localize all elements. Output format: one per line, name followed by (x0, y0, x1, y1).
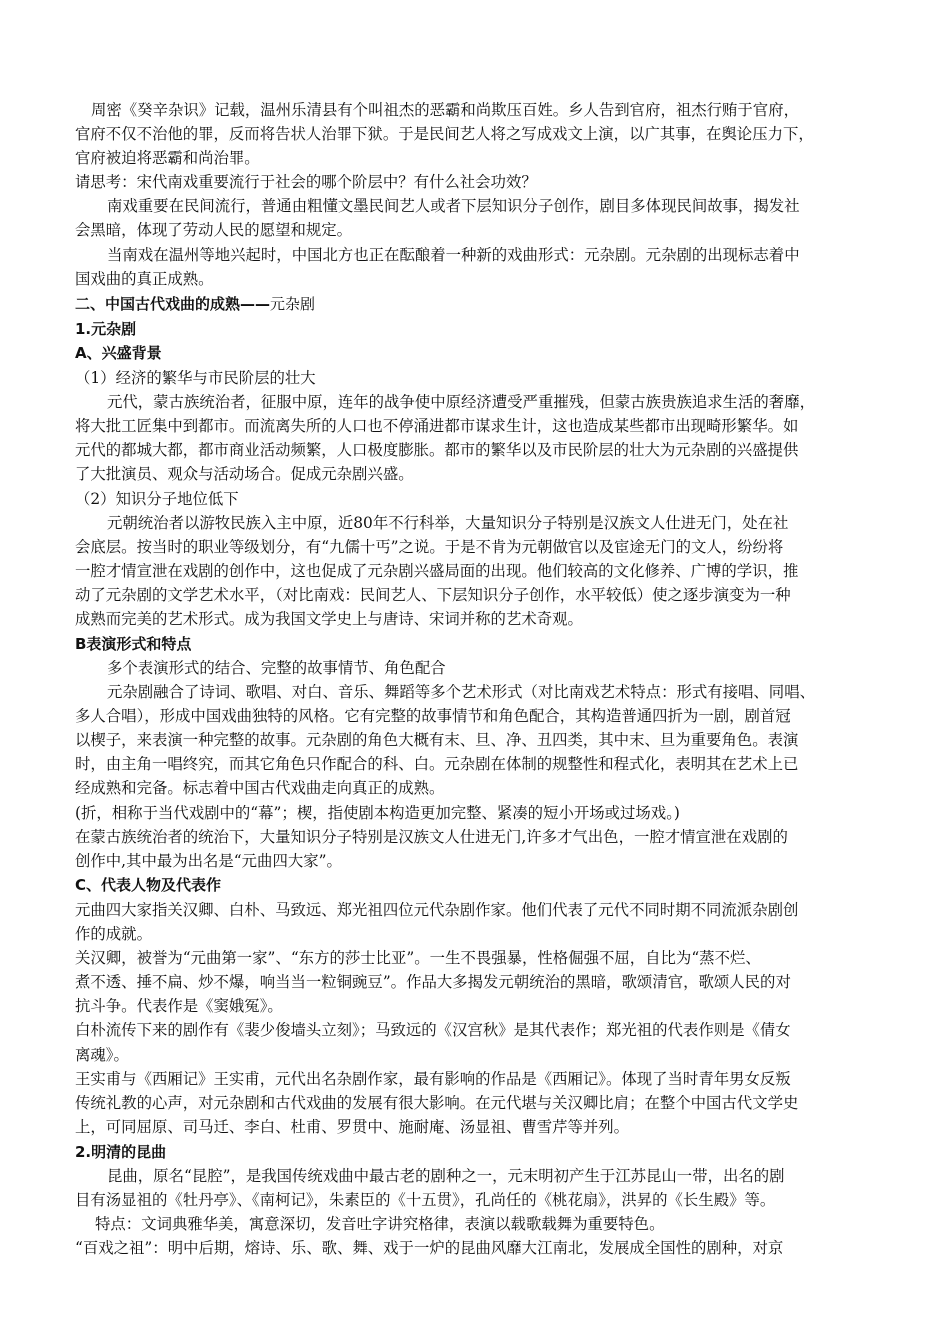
para-four-masters-line-2: 创作中,其中最为出名是“元曲四大家”。 (75, 852, 342, 870)
para-wang-line-1: 王实甫与《西厢记》王实甫，元代出名杂剧作家，最有影响的作品是《西厢记》。体现了当时青年男女反叛 (75, 1070, 791, 1088)
subsection-heading-1: 1.元杂剧 (75, 320, 137, 338)
para-guan-line-2: 煮不透、捶不扁、炒不爆，响当当一粒铜豌豆”。作品大多揭发元朝统治的黑暗，歌颂清官，歌颂人民的对 (75, 973, 791, 991)
para-form-line-1: 元杂剧融合了诗词、歌唱、对白、音乐、舞蹈等多个艺术形式（对比南戏艺术特点：形式有接唱、同唱、 (107, 683, 815, 701)
para-economy-line-3: 元代的都城大都，都市商业活动频繁，人口极度膨胀。都市的繁华以及市民阶层的壮大为元杂剧的兴盛提供 (75, 441, 799, 459)
para-baixi-line-1: “百戏之祖”：明中后期，熔诗、乐、歌、舞、戏于一炉的昆曲风靡大江南北，发展成全国性的剧种，对京 (75, 1239, 784, 1257)
para-scholars-line-1: 元朝统治者以游牧民族入主中原，近80年不行科举，大量知识分子特别是汉族文人仕进无门，处在社 (107, 514, 789, 532)
para-zhoumi-line-3: 官府被迫将恶霸和尚治罪。 (75, 149, 260, 167)
para-form-line-5: 经成熟和完备。标志着中国古代戏曲走向真正的成熟。 (75, 779, 445, 797)
para-wang-line-3: 上，可同屈原、司马迁、李白、杜甫、罗贯中、施耐庵、汤显祖、曹雪芹等并列。 (75, 1118, 630, 1136)
para-wang-line-2: 传统礼教的心声，对元杂剧和古代戏曲的发展有很大影响。在元代堪与关汉卿比肩；在整个中国古代文学史 (75, 1094, 799, 1112)
para-economy-line-1: 元代，蒙古族统治者，征服中原，连年的战争使中原经济遭受严重摧残，但蒙古族贵族追求生活的奢靡， (107, 393, 815, 411)
para-scholars-line-2: 会底层。按当时的职业等级划分，有“九儒十丐”之说。于是不肯为元朝做官以及宦途无门的文人，纷纷将 (75, 538, 784, 556)
para-four-great-line-1: 元曲四大家指关汉卿、白朴、马致远、郑光祖四位元代杂剧作家。他们代表了元代不同时期不同流派杂剧创 (75, 901, 799, 919)
para-form-line-4: 时，由主角一唱终究，而其它角色只作配合的科、白。元杂剧在体制的规整性和程式化，表明其在艺术上已 (75, 755, 799, 773)
para-economy-line-2: 将大批工匠集中到都市。而流离失所的人口也不停涌进都市谋求生计，这也造成某些都市出现畸形繁华。如 (75, 417, 799, 435)
para-nanxi-line-2: 会黑暗，体现了劳动人民的愿望和规定。 (75, 221, 353, 239)
para-four-masters-line-1: 在蒙古族统治者的统治下，大量知识分子特别是汉族文人仕进无门,许多才气出色，一腔才情宣泄在戏剧的 (75, 828, 788, 846)
para-form-line-3: 以楔子，来表演一种完整的故事。元杂剧的角色大概有末、旦、净、丑四类，其中末、旦为重要角色。表演 (75, 731, 799, 749)
item-2-heading: （2）知识分子地位低下 (75, 490, 239, 508)
para-form-summary: 多个表演形式的结合、完整的故事情节、角色配合 (107, 659, 446, 677)
para-bai-ma-zheng-line-1: 白朴流传下来的剧作有《裴少俊墙头立刻》；马致远的《汉宫秋》是其代表作；郑光祖的代表作则是《倩女 (75, 1021, 791, 1039)
para-guan-line-1: 关汉卿，被誉为“元曲第一家”、“东方的莎士比亚”。一生不畏强暴，性格倔强不屈，自比为“蒸不烂、 (75, 949, 761, 967)
para-zhoumi-line-1: 周密《癸辛杂识》记载，温州乐清县有个叫祖杰的恶霸和尚欺压百姓。乡人告到官府，祖杰行贿于官府， (91, 101, 799, 119)
heading-c-figures: C、代表人物及代表作 (75, 876, 222, 894)
section-heading-2-bold: 二、中国古代戏曲的成熟—— (75, 295, 271, 313)
para-kunqu-line-2: 目有汤显祖的《牡丹亭》、《南柯记》，朱素臣的《十五贯》，孔尚任的《桃花扇》，洪昇的《长生殿》等。 (75, 1191, 776, 1209)
para-economy-line-4: 了大批演员、观众与活动场合。促成元杂剧兴盛。 (75, 465, 414, 483)
section-heading-2-rest: 元杂剧 (270, 295, 316, 313)
subsection-heading-2: 2.明清的昆曲 (75, 1143, 167, 1161)
para-kunqu-line-1: 昆曲，原名“昆腔”，是我国传统戏曲中最古老的剧种之一，元末明初产生于江苏昆山一带，出名的剧 (107, 1167, 785, 1185)
heading-a-background: A、兴盛背景 (75, 344, 162, 362)
para-scholars-line-5: 成熟而完美的艺术形式。成为我国文学史上与唐诗、宋词并称的艺术奇观。 (75, 610, 583, 628)
para-guan-line-3: 抗斗争。代表作是《窦娥冤》。 (75, 997, 283, 1015)
section-heading-2 (75, 292, 315, 316)
para-nanxi-line-1: 南戏重要在民间流行，普通由粗懂文墨民间艺人或者下层知识分子创作，剧目多体现民间故事，揭发社 (107, 197, 800, 215)
para-form-line-2: 多人合唱），形成中国戏曲独特的风格。它有完整的故事情节和角色配合，其构造普通四折为一剧，剧首冠 (75, 707, 791, 725)
para-bai-ma-zheng-line-2: 离魂》。 (75, 1046, 129, 1064)
question-line: 请思考：宋代南戏重要流行于社会的哪个阶层中？有什么社会功效？ (75, 173, 537, 191)
para-north-line-2: 国戏曲的真正成熟。 (75, 270, 214, 288)
heading-b-form: B表演形式和特点 (75, 635, 192, 653)
para-north-line-1: 当南戏在温州等地兴起时，中国北方也正在酝酿着一种新的戏曲形式：元杂剧。元杂剧的出现标志着中 (107, 246, 800, 264)
item-1-heading: （1）经济的繁华与市民阶层的壮大 (75, 369, 316, 387)
para-scholars-line-3: 一腔才情宣泄在戏剧的创作中，这也促成了元杂剧兴盛局面的出现。他们较高的文化修养、广博的学识，推 (75, 562, 799, 580)
para-kunqu-features: 特点：文词典雅华美，寓意深切，发音吐字讲究格律，表演以载歌载舞为重要特色。 (95, 1215, 665, 1233)
para-scholars-line-4: 动了元杂剧的文学艺术水平，（对比南戏：民间艺人、下层知识分子创作，水平较低）使之逐步演变为一种 (75, 586, 791, 604)
note-zhe-xie: (折，相称于当代戏剧中的“幕”；楔，指使剧本构造更加完整、紧凑的短小开场或过场戏。) (75, 804, 680, 822)
para-zhoumi-line-2: 官府不仅不治他的罪，反而将告状人治罪下狱。于是民间艺人将之写成戏文上演，以广其事，在舆论压力下， (75, 125, 814, 143)
para-four-great-line-2: 作的成就。 (75, 925, 152, 943)
